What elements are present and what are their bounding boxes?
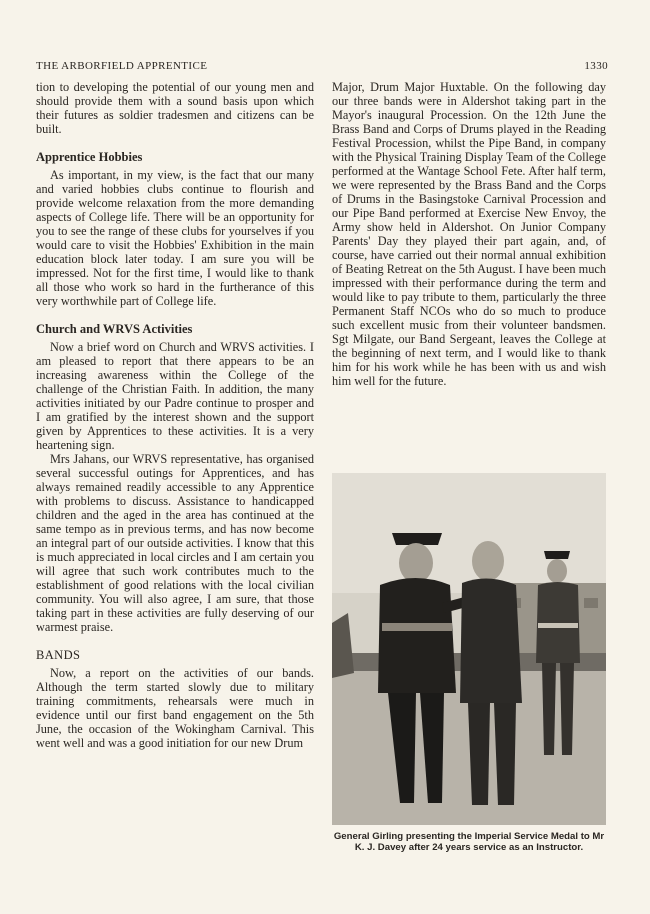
medal-presentation-photo xyxy=(332,473,606,825)
hobbies-paragraph: As important, in my view, is the fact that our many and varied hobbies clubs continue to flourish and provide welcome relaxation from the more demanding aspects of College life. There will be an opportunity for you to see the range of these clubs for yourselves if you would care to visit the Hobbies' Exhibition in the main education block later today. I am sure you will be impressed. Not for the first time, I would like to thank all those who work so hard in the furtherance of this very worthwhile part of College life. xyxy=(36,168,314,308)
photo-illustration xyxy=(332,473,606,825)
right-column xyxy=(332,80,606,388)
page-number: 1330 xyxy=(584,60,608,72)
intro-paragraph: tion to developing the potential of our young men and should provide them with a sound basis upon which their futures as soldier tradesmen and citizens can be built. xyxy=(36,80,314,136)
church-paragraph-1: Now a brief word on Church and WRVS activities. I am pleased to report that there appears to be an increasing awareness within the College of the challenge of the Christian Faith. In addition, the many activities initiated by our Padre continue to prosper and I am gratified by the interest shown and the support given by Apprentices to these activities. It is a very heartening sign. xyxy=(36,340,314,452)
church-paragraph-2: Mrs Jahans, our WRVS representative, has organised several successful outings for Apprentices, and has always remained readily accessible to any Apprentice with problems to discuss. Assistance to handicapped children and the aged in the area has continued at the same tempo as in previous terms, and has now become an integral part of our outside activities. I know that this is much appreciated in local circles and I am certain you will agree that such work contributes much to the establishment of good relations with the local civilian community. You will also agree, I am sure, that those taking part in these activities are fully deserving of our warmest praise. xyxy=(36,452,314,634)
running-header xyxy=(36,60,608,76)
bands-heading: BANDS xyxy=(36,648,81,662)
church-heading: Church and WRVS Activities xyxy=(36,322,193,336)
bands-paragraph: Now, a report on the activities of our bands. Although the term started slowly due to military training commitments, rehearsals were much in evidence until our first band engagement on the 5th June, the occasion of the Wokingham Carnival. This went well and was a good initiation for our new Drum xyxy=(36,666,314,750)
hobbies-heading: Apprentice Hobbies xyxy=(36,150,143,164)
publication-title: THE ARBORFIELD APPRENTICE xyxy=(36,60,208,72)
left-column xyxy=(36,80,314,750)
bands-continued-paragraph: Major, Drum Major Huxtable. On the following day our three bands were in Aldershot taking part in the Mayor's inaugural Procession. On the 12th June the Brass Band and Corps of Drums played in the Reading Festival Procession, whilst the Pipe Band, in company with the Physical Training Display Team of the College performed at the Wantage School Fete. After half term, we were represented by the Brass Band and the Corps of Drums in the Basingstoke Carnival Procession and our Pipe Band performed at Exercise New Envoy, the Army show held in Aldershot. On Junior Company Parents' Day they played their part again, and, of course, have carried out their normal annual exhibition of Beating Retreat on the 5th August. I have been much impressed with their performance during the term and would like to pay tribute to them, particularly the three Permanent Staff NCOs who do so much to produce such excellent music from their volunteer bandsmen. Sgt Milgate, our Band Sergeant, leaves the College at the beginning of next term, and I would like to thank him for his work while he has been with us and wish him well for the future. xyxy=(332,80,606,388)
photo-caption: General Girling presenting the Imperial Service Medal to Mr K. J. Davey after 24 years service as an Instructor. xyxy=(333,831,605,853)
